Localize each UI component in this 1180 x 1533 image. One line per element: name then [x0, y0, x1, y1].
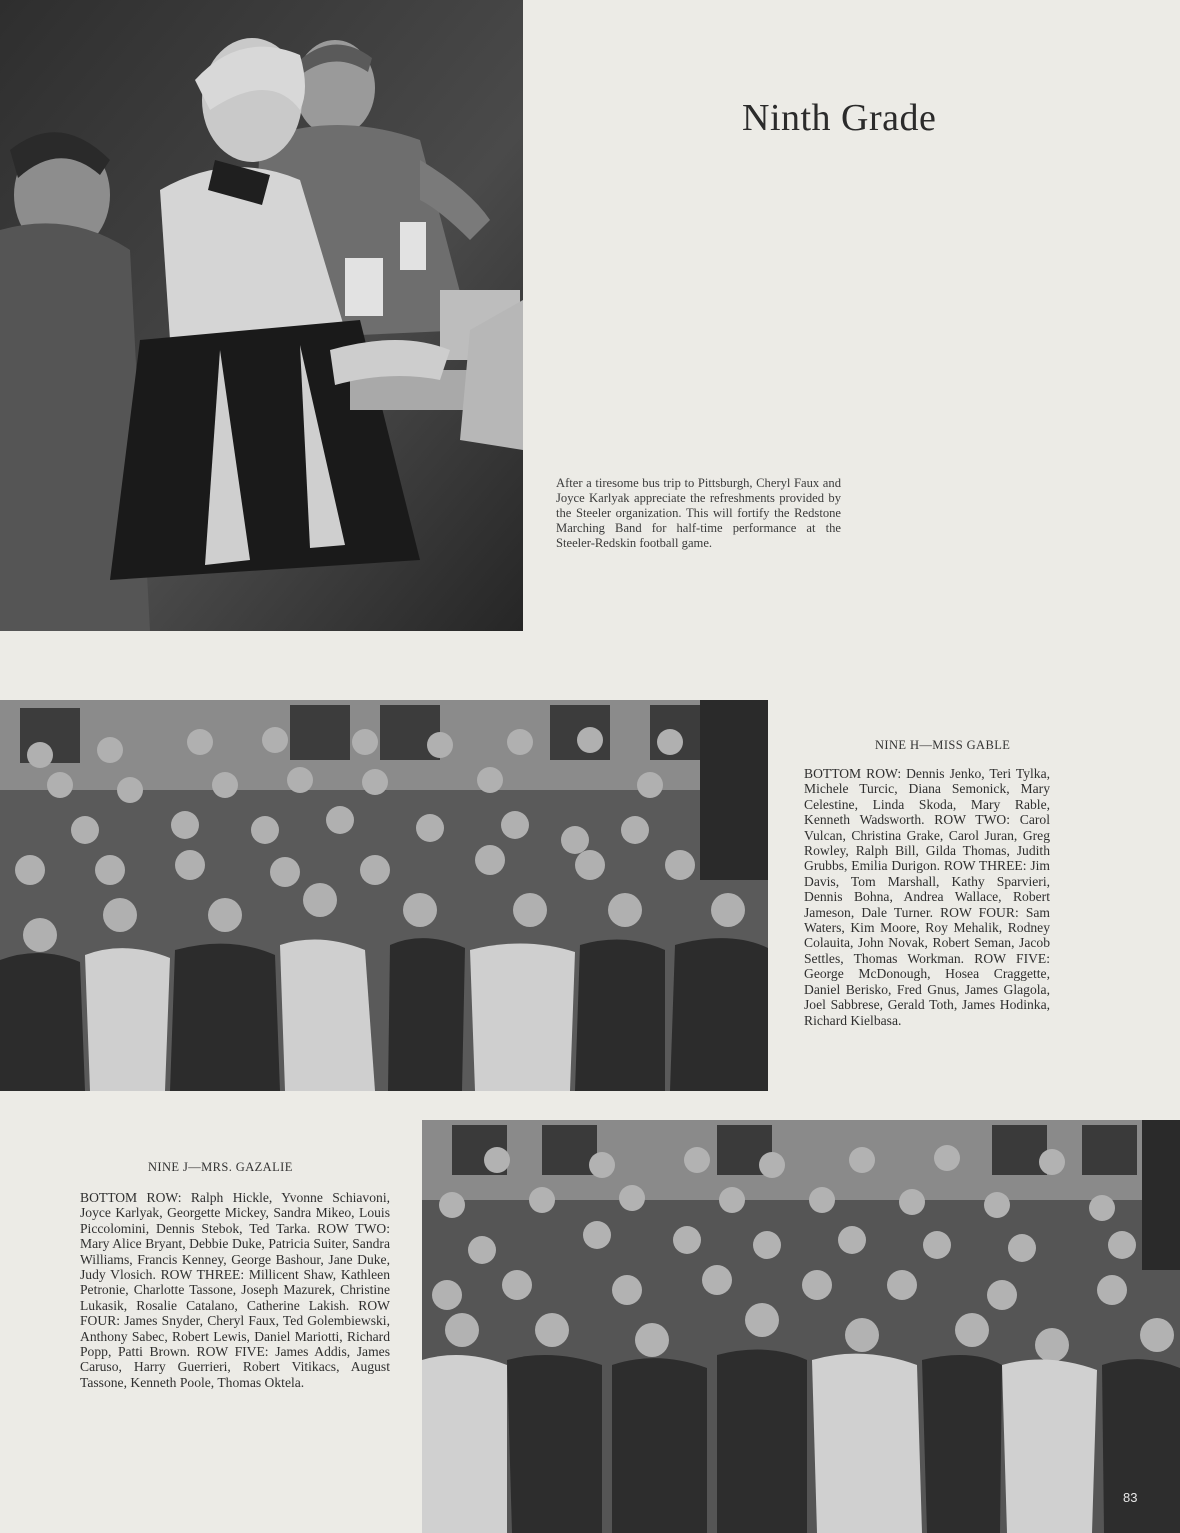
- nine-h-class-photo: [0, 700, 768, 1091]
- nine-j-heading: NINE J—MRS. GAZALIE: [148, 1160, 293, 1174]
- page-title: Ninth Grade: [742, 97, 937, 139]
- band-refreshments-photo: [0, 0, 523, 631]
- nine-j-class-photo: [422, 1120, 1180, 1533]
- nine-h-roster: BOTTOM ROW: Dennis Jenko, Teri Tylka, Michele Turcic, Diana Semonick, Mary Celestine, Linda Skoda, Mary Rable, Kenneth Wadsworth. ROW TWO: Carol Vulcan, Christina Grake, Carol Juran, Greg Rowley, Ralph Bill, Gilda Thomas, Judith Grubbs, Emilia Durigon. ROW THREE: Jim Davis, Tom Marshall, Kathy Sparvieri, Dennis Bohna, Andrea Wallace, Robert Jameson, Dale Turner. ROW FOUR: Sam Waters, Kim Moore, Roy Mehalik, Rodney Colauita, John Novak, Robert Seman, Jacob Settles, Thomas Workman. ROW FIVE: George McDonough, Hosea Craggette, Daniel Berisko, Fred Gnus, James Glagola, Joel Sabbrese, Gerald Toth, James Hodinka, Richard Kielbasa.: [804, 766, 1050, 1028]
- nine-h-heading: NINE H—MISS GABLE: [875, 738, 1011, 752]
- band-photo-caption: After a tiresome bus trip to Pittsburgh, Cheryl Faux and Joyce Karlyak appreciate the refreshments provided by the Steeler organization. This will fortify the Redstone Marching Band for half-time performance at the Steeler-Redskin football game.: [556, 476, 841, 550]
- nine-j-roster: BOTTOM ROW: Ralph Hickle, Yvonne Schiavoni, Joyce Karlyak, Georgette Mickey, Sandra Mikeo, Louis Piccolomini, Dennis Stebok, Ted Tarka. ROW TWO: Mary Alice Bryant, Debbie Duke, Patricia Suiter, Sandra Williams, Francis Kenney, George Bashour, Jane Duke, Judy Vlosich. ROW THREE: Millicent Shaw, Kathleen Petronie, Charlotte Tassone, Joseph Mazurek, Christine Lukasik, Rosalie Catalano, Catherine Lakish. ROW FOUR: James Snyder, Cheryl Faux, Ted Golembiewski, Anthony Sabec, Robert Lewis, Daniel Mariotti, Richard Popp, Patti Brown. ROW FIVE: James Addis, James Caruso, Harry Guerrieri, Robert Vitikacs, August Tassone, Kenneth Poole, Thomas Oktela.: [80, 1190, 390, 1390]
- page-number: 83: [1123, 1490, 1138, 1505]
